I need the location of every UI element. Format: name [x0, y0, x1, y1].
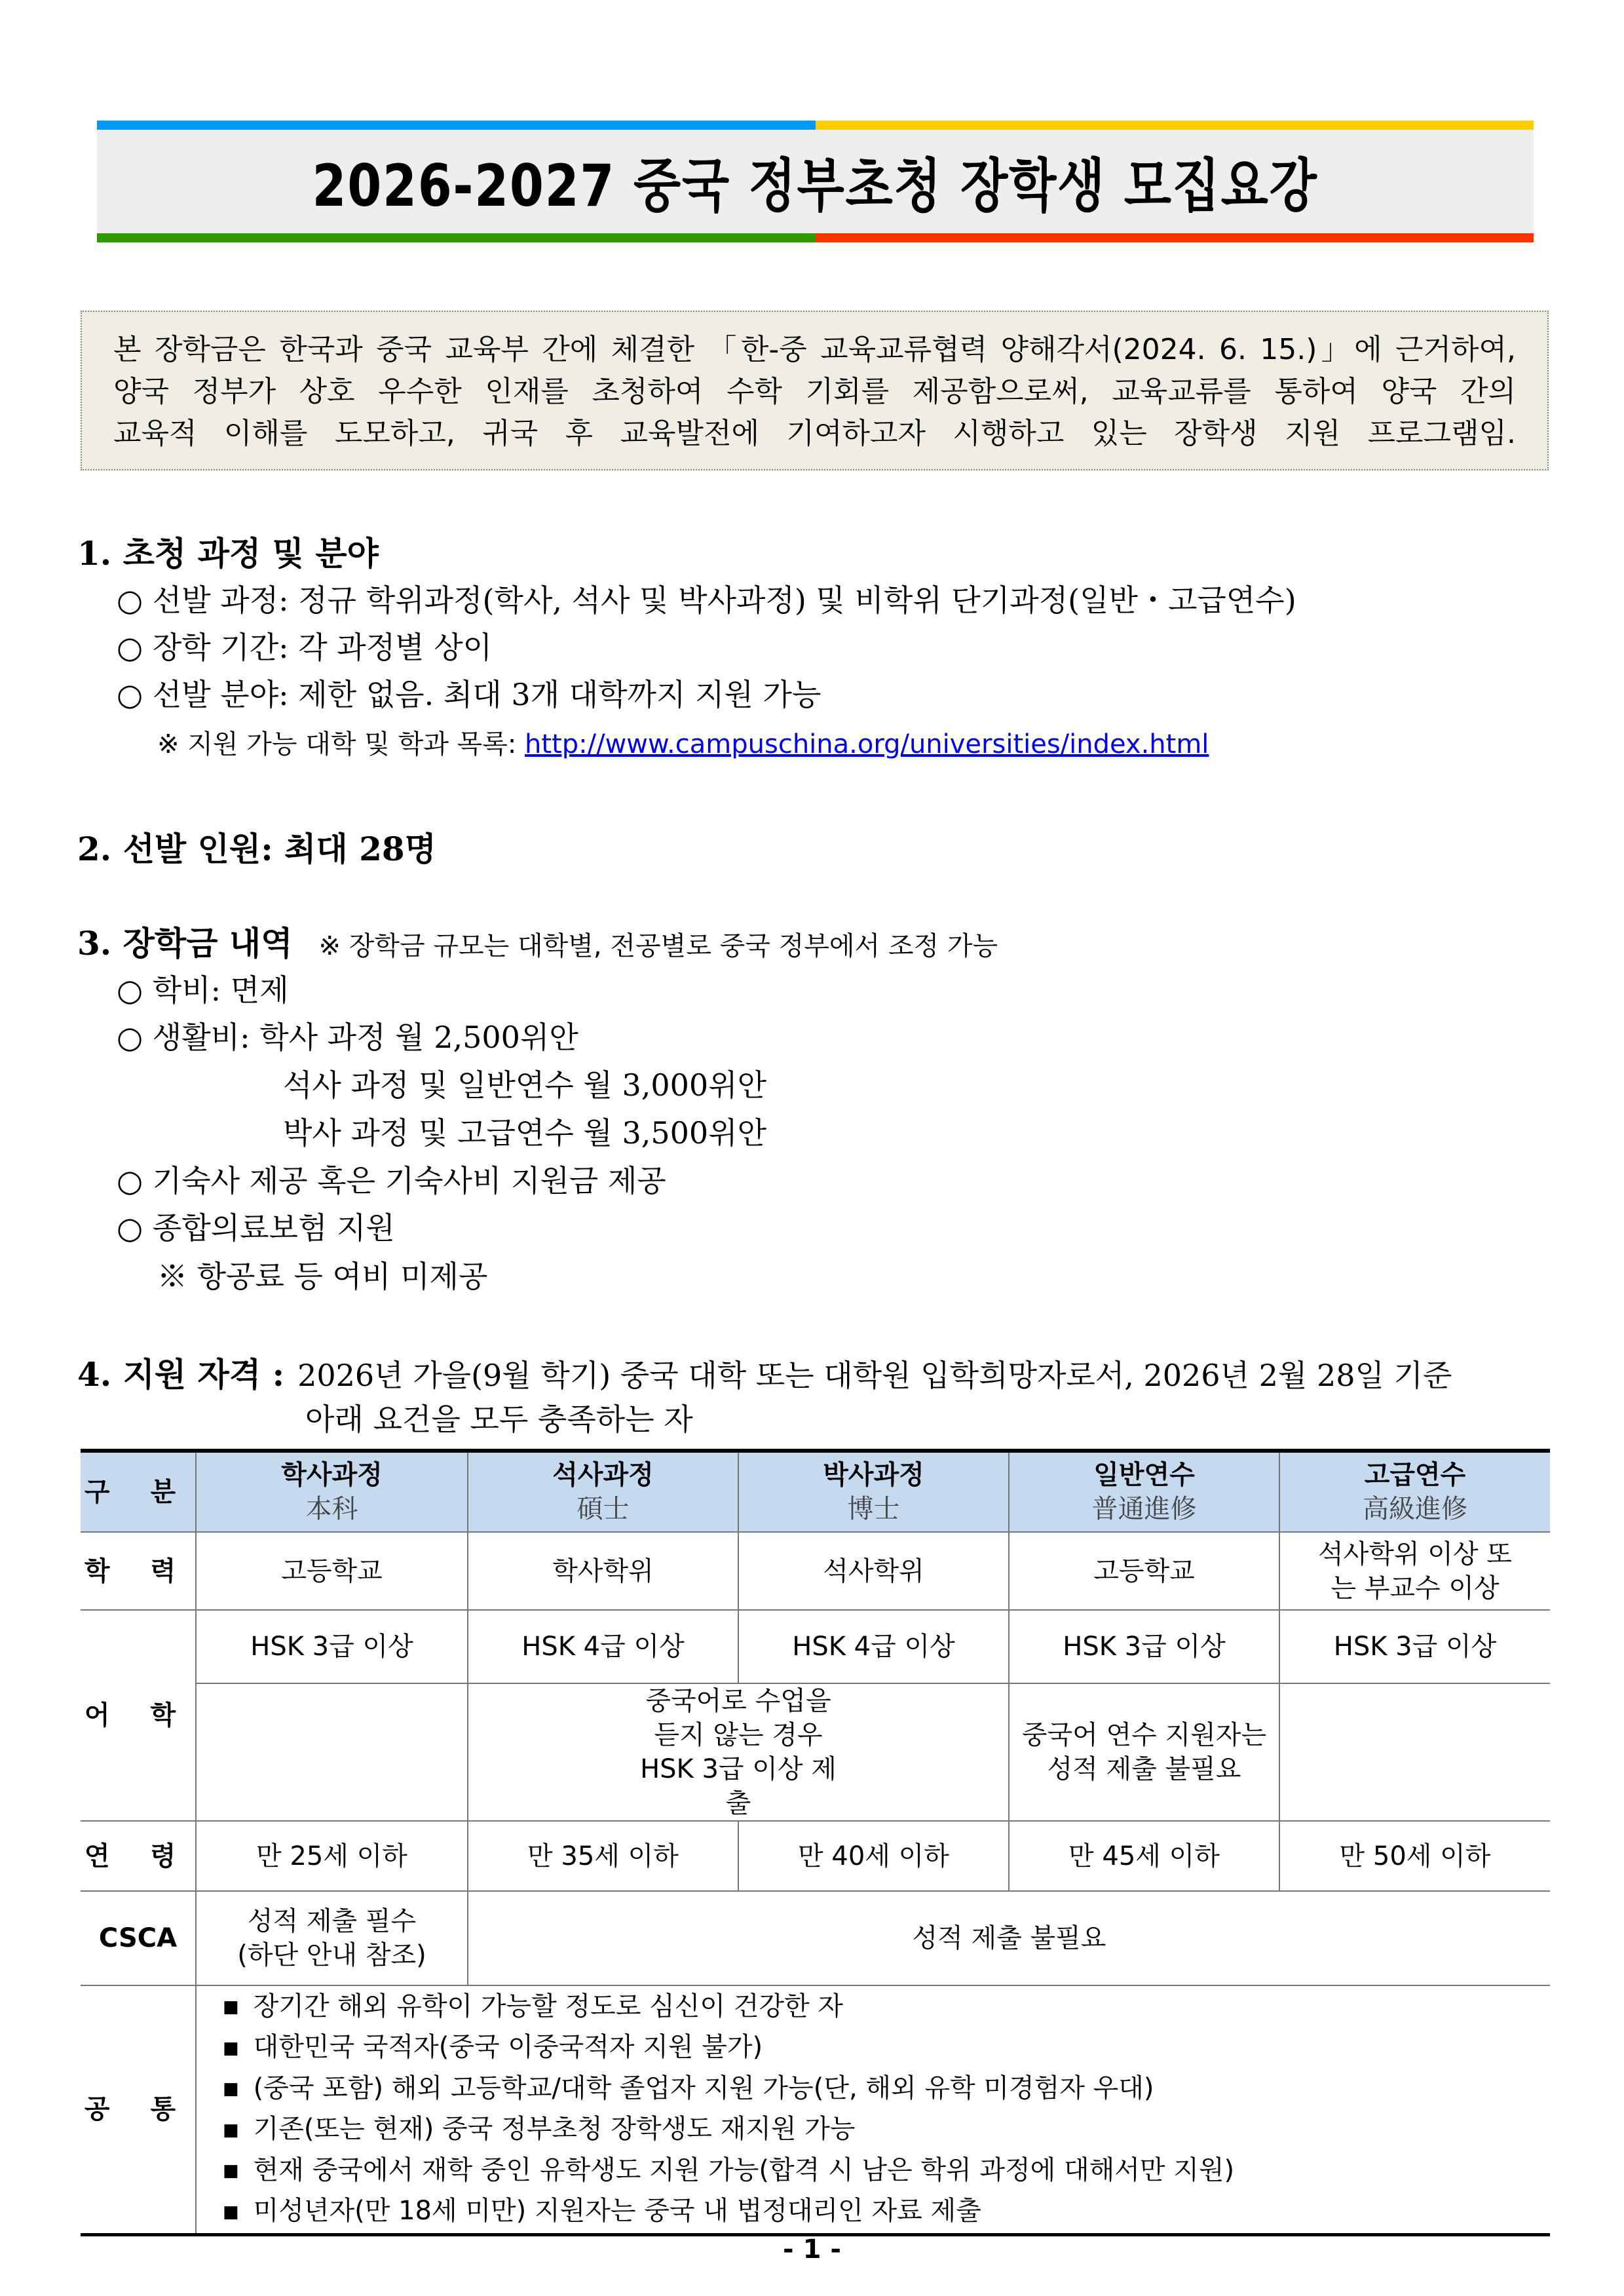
bottom-bar-green — [97, 233, 816, 242]
note: ※ 장학금 규모는 대학별, 전공별로 중국 정부에서 조정 가능 — [318, 931, 998, 961]
list-item: ○ 생활비: 학사 과정 월 2,500위안 — [117, 1020, 578, 1055]
eligibility-text: 아래 요건을 모두 충족하는 자 — [305, 1402, 693, 1437]
cell: 만 25세 이하 — [196, 1821, 468, 1891]
section-4-heading: 4. 지원 자격 : — [77, 1355, 285, 1394]
cell: HSK 3급 이상 — [1279, 1610, 1550, 1683]
intro-line: 양국 정부가 상호 우수한 인재를 초청하여 수학 기회를 제공함으로써, 교육교류를 통하여 양국 간의 — [113, 375, 1516, 408]
table-row — [81, 1891, 1550, 1985]
cell: HSK 4급 이상 — [468, 1610, 738, 1683]
cell: 만 45세 이하 — [1009, 1821, 1279, 1891]
section-3-heading: 3. 장학금 내역 — [77, 924, 293, 963]
header-master: 석사과정 碩士 — [468, 1451, 738, 1532]
list-item: ○ 장학 기간: 각 과정별 상이 — [117, 630, 493, 665]
row-label: CSCA — [81, 1891, 196, 1985]
cell: 성적 제출 필수 (하단 안내 참조) — [196, 1891, 468, 1985]
bullet-item: ■ 현재 중국에서 재학 중인 유학생도 지원 가능(합격 시 남은 학위 과정에 대해서만 지원) — [223, 2151, 1550, 2192]
table-row — [81, 1985, 1550, 2234]
top-bar-yellow — [816, 121, 1534, 130]
top-bar-blue — [97, 121, 816, 130]
bullet-item: ■ 기존(또는 현재) 중국 정부초청 장학생도 재지원 가능 — [223, 2109, 1550, 2151]
section-2-heading: 2. 선발 인원: 최대 28명 — [77, 830, 436, 868]
page-title: 2026-2027 중국 정부초청 장학생 모집요강 — [312, 152, 1319, 220]
eligibility-text: 2026년 가을(9월 학기) 중국 대학 또는 대학원 입학희망자로서, 2026년 2월 28일 기준 — [297, 1358, 1452, 1393]
row-label: 어 학 — [81, 1610, 196, 1821]
row-label: 공 통 — [81, 1985, 196, 2234]
cell-empty — [196, 1683, 468, 1821]
cell: HSK 3급 이상 — [1009, 1610, 1279, 1683]
intro-line: 교육적 이해를 도모하고, 귀국 후 교육발전에 기여하고자 시행하고 있는 장학생 지원 프로그램임. — [113, 417, 1516, 450]
list-item: ○ 기숙사 제공 혹은 기숙사비 지원금 제공 — [117, 1163, 666, 1198]
cell: 중국어 연수 지원자는 성적 제출 불필요 — [1009, 1683, 1279, 1821]
row-label: 학 력 — [81, 1532, 196, 1610]
list-item: ○ 학비: 면제 — [117, 972, 289, 1008]
row-label: 연 령 — [81, 1821, 196, 1891]
table-row — [81, 1610, 1550, 1683]
table-header-row — [81, 1451, 1550, 1532]
table-row — [81, 1821, 1550, 1891]
header-advanced-training: 고급연수 高級進修 — [1279, 1451, 1550, 1532]
list-item: 석사 과정 및 일반연수 월 3,000위안 — [283, 1067, 767, 1103]
page-number: - 1 - — [783, 2234, 841, 2265]
bullet-item: ■ 장기간 해외 유학이 가능할 정도로 심신이 건강한 자 — [223, 1987, 1550, 2028]
table-row — [81, 1683, 1550, 1821]
cell: 학사학위 — [468, 1532, 738, 1610]
list-item: ○ 선발 과정: 정규 학위과정(학사, 석사 및 박사과정) 및 비학위 단기과정(일반・고급연수) — [117, 583, 1296, 618]
cell-empty — [1279, 1683, 1550, 1821]
note: ※ 지원 가능 대학 및 학과 목록: — [157, 729, 525, 759]
intro-line: 본 장학금은 한국과 중국 교육부 간에 체결한 「한-중 교육교류협력 양해각서(2024. 6. 15.)」에 근거하여, — [113, 333, 1516, 366]
cell: 만 35세 이하 — [468, 1821, 738, 1891]
list-item: ○ 선발 분야: 제한 없음. 최대 3개 대학까지 지원 가능 — [117, 677, 821, 712]
cell: HSK 3급 이상 — [196, 1610, 468, 1683]
cell: 성적 제출 불필요 — [468, 1891, 1550, 1985]
cell: 고등학교 — [196, 1532, 468, 1610]
bottom-bar-red — [816, 233, 1534, 242]
universities-link[interactable]: http://www.campuschina.org/universities/index.html — [525, 729, 1209, 759]
eligibility-table — [81, 1449, 1550, 2236]
header-doctor: 박사과정 博士 — [738, 1451, 1009, 1532]
list-item: ○ 종합의료보험 지원 — [117, 1210, 395, 1246]
cell: 석사학위 이상 또는 부교수 이상 — [1279, 1532, 1550, 1610]
bullet-item: ■ (중국 포함) 해외 고등학교/대학 졸업자 지원 가능(단, 해외 유학 미경험자 우대) — [223, 2069, 1550, 2110]
intro-box — [81, 311, 1549, 470]
header-category: 구 분 — [81, 1451, 196, 1532]
header-bachelor: 학사과정 本科 — [196, 1451, 468, 1532]
cell: 중국어로 수업을 듣지 않는 경우 HSK 3급 이상 제출 — [468, 1683, 1009, 1821]
header-general-training: 일반연수 普通進修 — [1009, 1451, 1279, 1532]
cell: 석사학위 — [738, 1532, 1009, 1610]
list-item: ※ 항공료 등 여비 미제공 — [157, 1259, 488, 1294]
common-requirements — [196, 1985, 1550, 2234]
cell: 고등학교 — [1009, 1532, 1279, 1610]
cell: 만 40세 이하 — [738, 1821, 1009, 1891]
title-box — [97, 130, 1534, 233]
cell: 만 50세 이하 — [1279, 1821, 1550, 1891]
bullet-item: ■ 미성년자(만 18세 미만) 지원자는 중국 내 법정대리인 자료 제출 — [223, 2191, 1550, 2232]
bullet-item: ■ 대한민국 국적자(중국 이중국적자 지원 불가) — [223, 2027, 1550, 2069]
cell: HSK 4급 이상 — [738, 1610, 1009, 1683]
table-row — [81, 1532, 1550, 1610]
list-item: 박사 과정 및 고급연수 월 3,500위안 — [283, 1115, 767, 1151]
section-1-heading: 1. 초청 과정 및 분야 — [77, 534, 379, 573]
